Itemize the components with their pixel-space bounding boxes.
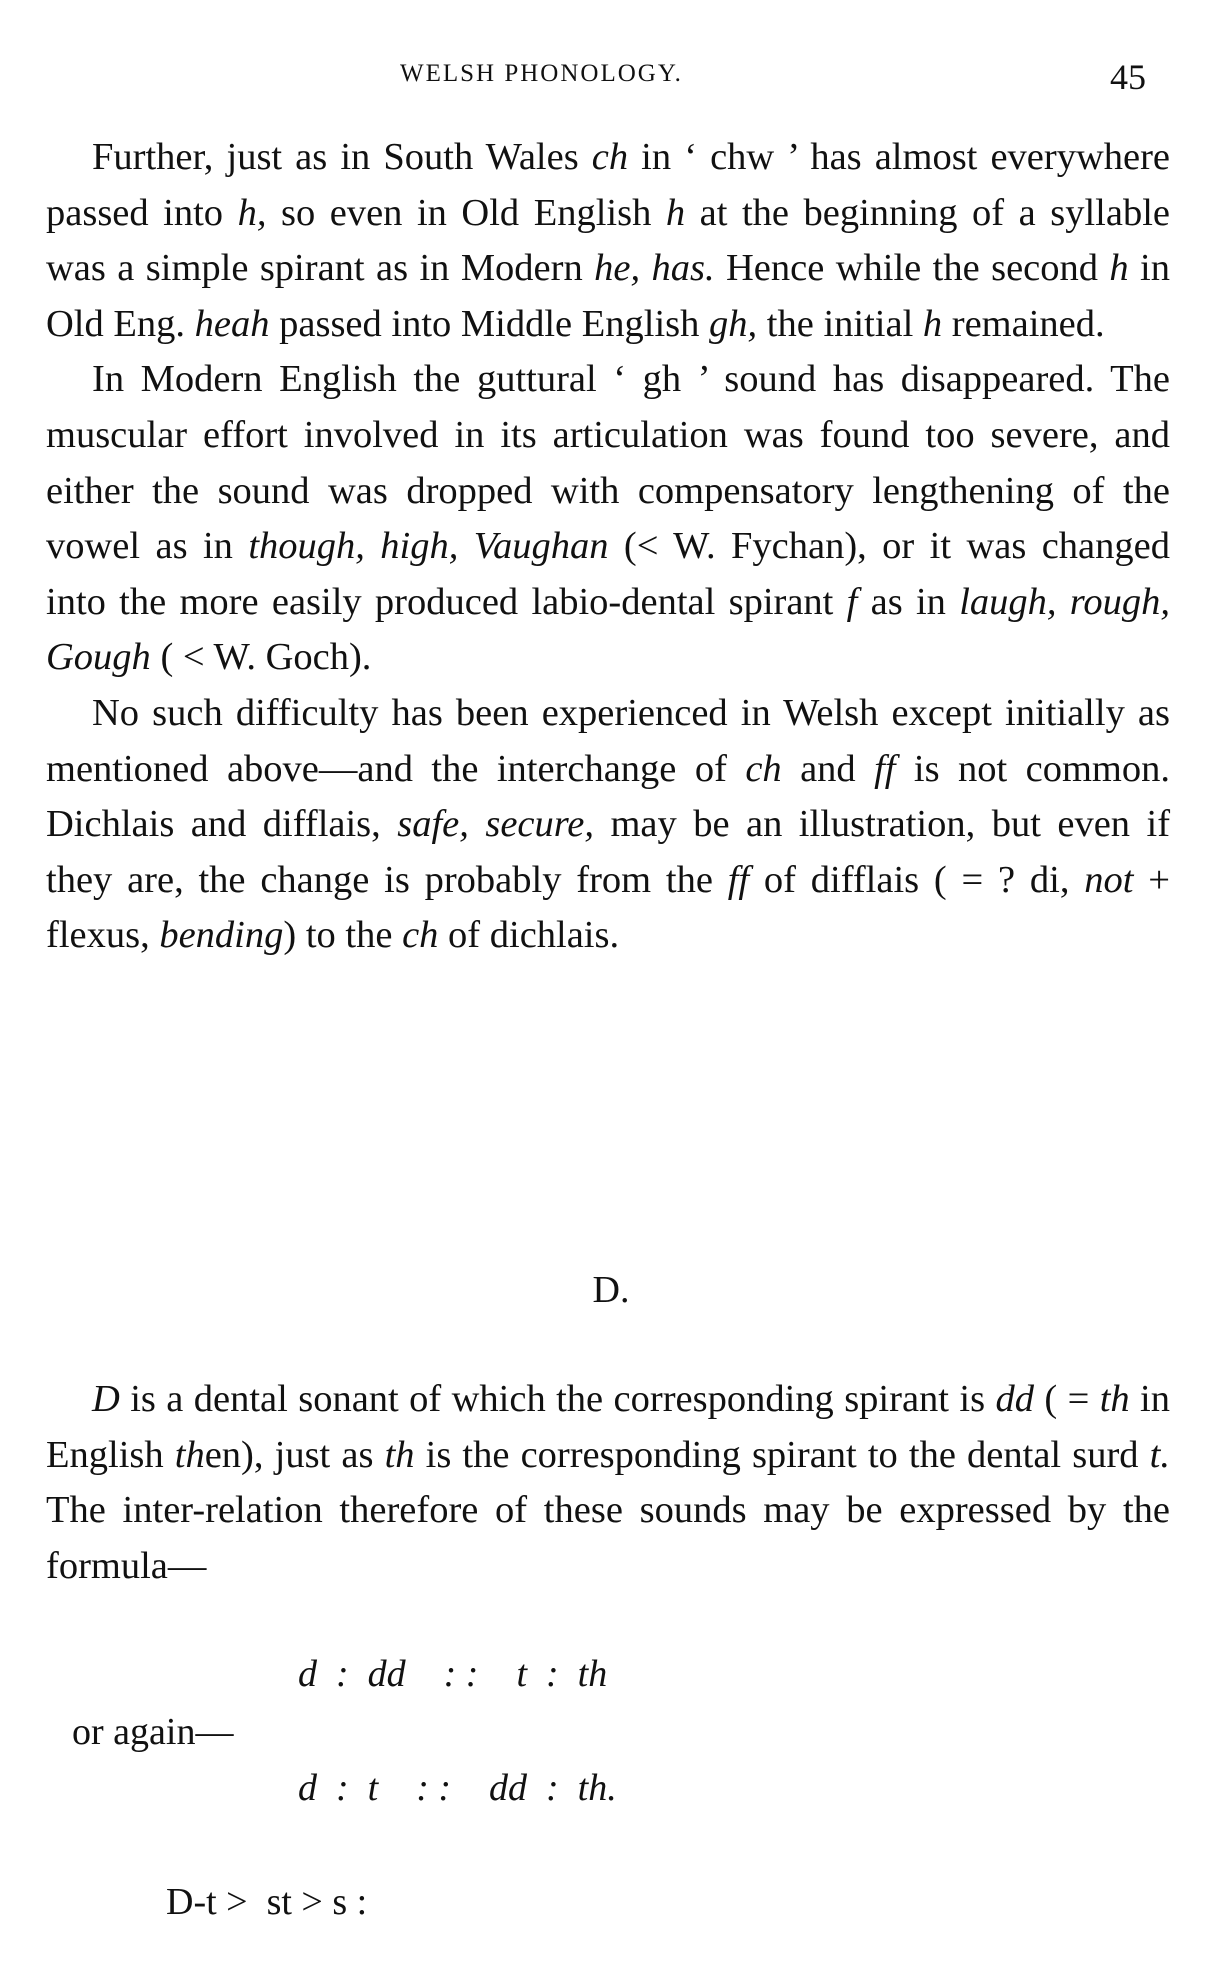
italic-run: not [1084, 858, 1134, 901]
text-run: of dichlais. [438, 914, 620, 957]
paragraph [46, 130, 1170, 352]
italic-run: ff [727, 858, 750, 901]
italic-run: h [665, 191, 686, 234]
text-run: ( < W. Goch). [150, 636, 372, 679]
text-run: may be an illustration, but even if they are, the change is probably from the [46, 803, 1171, 901]
italic-run: bending [159, 914, 284, 957]
text-run: at the beginning of a syllable was a simple spirant as in Modern [46, 191, 1170, 290]
text-run: ) to the [283, 914, 403, 957]
section-body [46, 1372, 1170, 1594]
text-run: The inter-relation therefore of these sounds may be expressed by the formula— [46, 1489, 1170, 1587]
italic-run: ff [874, 747, 896, 790]
body-text [46, 130, 1170, 964]
text-run: + flexus, [46, 858, 1170, 957]
italic-run: th [1099, 1378, 1130, 1420]
paragraph [46, 1372, 1170, 1594]
text-run: the initial [757, 302, 923, 345]
italic-run: h [1109, 247, 1129, 290]
text-run: In Modern English the guttural ‘ gh ’ sound has disappeared. The muscular effort involved in its articulation was found too severe, and either the sound was dropped with compensatory lengthening of the vowel as in [46, 358, 1170, 568]
italic-run: ch [745, 747, 782, 790]
italic-run: h, [237, 191, 267, 234]
text-run: in ‘ chw ’ has almost everywhere passed into [46, 136, 1170, 234]
text-run: of difflais ( = ? di, [749, 858, 1085, 901]
formula-line: d : t : : dd : th. [298, 1767, 617, 1809]
italic-run: heah [194, 302, 270, 345]
text-run: is not common. Dichlais and difflais, [46, 747, 1170, 846]
text-run: is the corresponding spirant to the dental surd [414, 1433, 1150, 1476]
paragraph [46, 352, 1170, 686]
page-number: 45 [1110, 57, 1146, 97]
text-run: remained. [942, 302, 1105, 345]
italic-run: h [922, 302, 943, 345]
italic-run: gh, [709, 302, 758, 345]
italic-run: dd [995, 1378, 1034, 1420]
italic-run: ch [402, 914, 439, 957]
italic-run: D [92, 1378, 120, 1420]
text-run: en), just as [204, 1433, 385, 1476]
paragraph [46, 686, 1170, 964]
text-run: and [781, 747, 875, 790]
running-title: WELSH PHONOLOGY. [400, 60, 683, 87]
subsection-line: D-t > st > s : [166, 1881, 368, 1923]
text-run: in English [46, 1378, 1170, 1476]
text-run: is a dental sonant of which the corresponding spirant is [119, 1378, 996, 1420]
italic-run: th [174, 1433, 205, 1476]
text-run: as in [857, 580, 960, 623]
text-run: ( = [1033, 1378, 1100, 1420]
italic-run: f [846, 580, 858, 623]
text-run: passed into Middle English [269, 302, 710, 345]
italic-run: he, has. [594, 247, 715, 290]
text-run: so even in Old English [266, 191, 666, 234]
or-again-text: or again— [72, 1711, 234, 1753]
section-heading: D. [592, 1269, 630, 1311]
italic-run: though, high, Vaughan [248, 525, 609, 568]
text-run: Further, just as in South Wales [92, 136, 592, 178]
text-run: Hence while the second [714, 247, 1110, 290]
text-run: in Old Eng. [46, 247, 1171, 345]
formula-line: d : dd : : t : th [298, 1653, 608, 1695]
italic-run: t. [1149, 1433, 1170, 1476]
text-run: (< W. Fychan), or it was changed into the more easily produced labio-dental spirant [46, 525, 1170, 623]
text-run: No such difficulty has been experienced in Welsh except initially as mentioned above—and the interchange of [46, 691, 1170, 790]
running-head [0, 58, 1222, 98]
italic-run: ch [591, 136, 629, 178]
italic-run: th [384, 1433, 415, 1476]
italic-run: laugh, rough, Gough [46, 580, 1170, 679]
italic-run: safe, secure, [397, 803, 595, 846]
